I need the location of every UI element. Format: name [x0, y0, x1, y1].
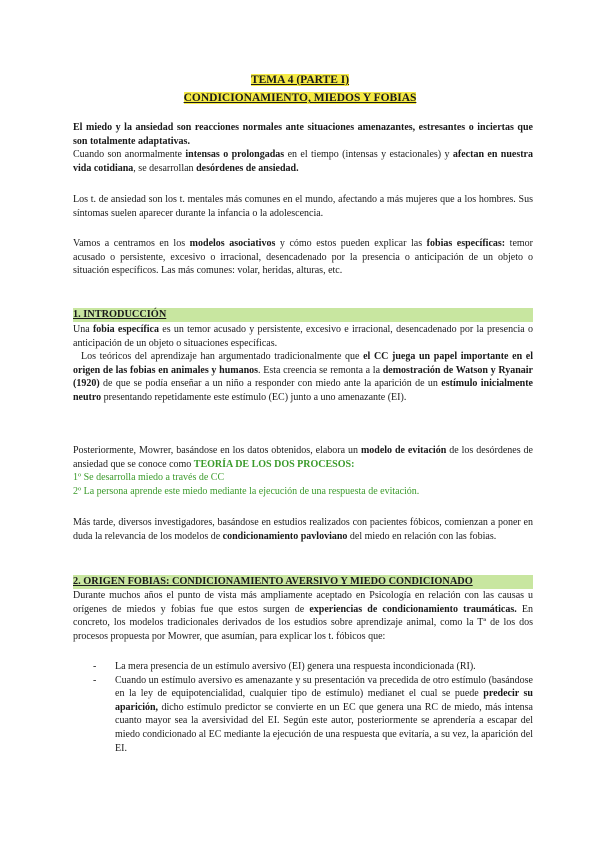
s1-text-segment: de que se podía enseñar a un niño a responder con miedo ante la aparición de un — [99, 378, 442, 390]
section-1-paragraph-2 — [73, 444, 533, 498]
list-item-text: dicho estímulo predictor se convierte en un EC que genera una RC de miedo, más intensa cuanto mayor sea la aversividad del EI. Según este autor, posteriormente se aprendería a escapar del miedo condicionado al EC mediante la ejecución de una respuesta que evitaría, a su vez, la aparición del EI. — [115, 701, 533, 754]
list-item-text: Cuando un estímulo aversivo es amenazante y su presentación va precedida de otro estímulo (basándose en la ley de equipotencialidad, cualquier tipo de estímulo) medianet el cual se puede — [115, 674, 533, 700]
intro-text-segment: temor acusado o persistente, excesivo o irracional, desencadenado por la presencia o anticipación de un objeto o situación específicos. Las más comunes: volar, heridas, alturas, etc. — [73, 238, 533, 277]
list-item — [93, 660, 533, 674]
bullet-dash: - — [93, 674, 97, 686]
intro-text-segment: , se desarrollan — [133, 162, 197, 174]
section-1-paragraph-1 — [73, 323, 533, 405]
section-1-later-research — [73, 516, 533, 543]
section-1-mowrer — [73, 444, 533, 471]
intro-text-segment: y cómo estos pueden explicar las — [275, 238, 427, 249]
s1-text-segment: Los teóricos del aprendizaje han argumentado tradicionalmente que — [81, 351, 364, 363]
process-step-2: 2º La persona aprende este miedo mediante la ejecución de una respuesta de evitación. — [73, 485, 420, 497]
intro-paragraph-1 — [73, 121, 533, 175]
section-2-heading-text: 2. ORIGEN FOBIAS: CONDICIONAMIENTO AVERSIVO Y MIEDO CONDICIONADO — [73, 575, 533, 589]
title-line-2 — [0, 91, 600, 105]
intro-text-segment: en el tiempo (intensas y estacionales) y — [284, 149, 453, 161]
s1-bold-segment: modelo de evitación — [360, 445, 447, 456]
intro-anxiety-stats: Los t. de ansiedad son los t. mentales más comunes en el mundo, afectando a más mujeres que a los hombres. Sus síntomas suelen aparecer durante la infancia o la adolescencia. — [73, 194, 533, 219]
title-line-1-text: TEMA 4 (PARTE I) — [250, 74, 350, 86]
intro-paragraph-2 — [73, 193, 533, 220]
s1-text-segment: . Esta creencia se remonta a la — [258, 364, 383, 376]
intro-associative-models — [73, 237, 533, 278]
list-item-text: La mera presencia de un estímulo aversivo (EI) genera una respuesta incondicionada (RI). — [115, 661, 476, 672]
intro-anomaly-text — [73, 148, 533, 175]
title-line-2-text: CONDICIONAMIENTO, MIEDOS Y FOBIAS — [183, 92, 417, 104]
s1-bold-segment: estímulo inicialmente neutro — [73, 378, 533, 403]
section-2-bullet-list — [93, 660, 533, 755]
section-2-paragraph-1 — [73, 589, 533, 643]
s2-text-segment: En concreto, los modelos tradicionales derivados de los estudios sobre aprendizaje animal, como la Tª de los dos procesos propuesta por Mowrer, que asumían, para explicar los t. fóbicos que: — [73, 603, 534, 642]
section-1-learning-theory — [73, 350, 533, 404]
intro-text-segment: Vamos a centramos en los — [73, 238, 190, 249]
s1-text-segment: Más tarde, diversos investigadores, basándose en estudios realizados con pacientes fóbicos, comienzan a poner en duda la relevancia de los modelos de — [73, 517, 533, 542]
s1-text-segment: presentando repetidamente este estímulo (EC) junto a uno amenazante (EI). — [101, 391, 407, 403]
list-item — [93, 674, 533, 756]
section-1-paragraph-3 — [73, 516, 533, 543]
s1-text-segment: Una — [73, 324, 93, 335]
s1-bold-segment: demostración de Watson y Ryanair (1920) — [73, 364, 533, 390]
section-2-traditional-view — [73, 589, 533, 643]
s2-bold-segment: experiencias de condicionamiento traumáticas. — [309, 603, 517, 615]
section-1-heading — [73, 308, 533, 322]
section-2-heading — [73, 575, 533, 589]
list-item-bold: predecir su aparición, — [115, 688, 533, 713]
title-line-1 — [0, 73, 600, 87]
intro-bold-statement: El miedo y la ansiedad son reacciones normales ante situaciones amenazantes, estresantes o inciertas que son totalmente adaptativas. — [73, 122, 533, 147]
section-1-definition — [73, 323, 533, 350]
intro-bold-segment: modelos asociativos — [189, 238, 276, 249]
bullet-dash: - — [93, 661, 97, 672]
s1-bold-segment: fobia específica — [92, 324, 159, 335]
intro-bold-segment: afectan en nuestra vida cotidiana — [73, 149, 533, 174]
intro-paragraph-3 — [73, 237, 533, 278]
process-step-1: 1º Se desarrolla miedo a través de CC — [73, 472, 225, 484]
s1-text-segment: Posteriormente, Mowrer, basándose en los datos obtenidos, elabora un — [73, 445, 361, 456]
s1-bold-segment: el CC juega un papel importante en el origen de las fobias en animales y humanos — [73, 351, 533, 376]
section-1-heading-text: 1. INTRODUCCIÓN — [73, 308, 533, 322]
s1-bold-segment: condicionamiento pavloviano — [222, 530, 348, 542]
intro-bold-segment: intensas o prolongadas — [185, 149, 285, 161]
intro-bold-segment: desórdenes de ansiedad. — [196, 162, 299, 174]
s1-text-segment: del miedo en relación con las fobias. — [347, 530, 497, 542]
two-process-theory-label: TEORÍA DE LOS DOS PROCESOS: — [193, 458, 355, 470]
s1-text-segment: es un temor acusado y persistente, excesivo e irracional, desencadenado por la presencia o anticipación de un objeto o situaciones específicas. — [73, 324, 533, 349]
intro-bold-segment: fobias específicas: — [426, 238, 506, 249]
s2-text-segment: Durante muchos años el punto de vista más ampliamente aceptado en Psicología en relación con las causas u orígenes de miedos y fobias fue que estos surgen de — [73, 590, 533, 615]
s1-text-segment: de los desórdenes de ansiedad que se conoce como — [73, 445, 533, 470]
intro-text-segment: Cuando son anormalmente — [73, 149, 186, 161]
